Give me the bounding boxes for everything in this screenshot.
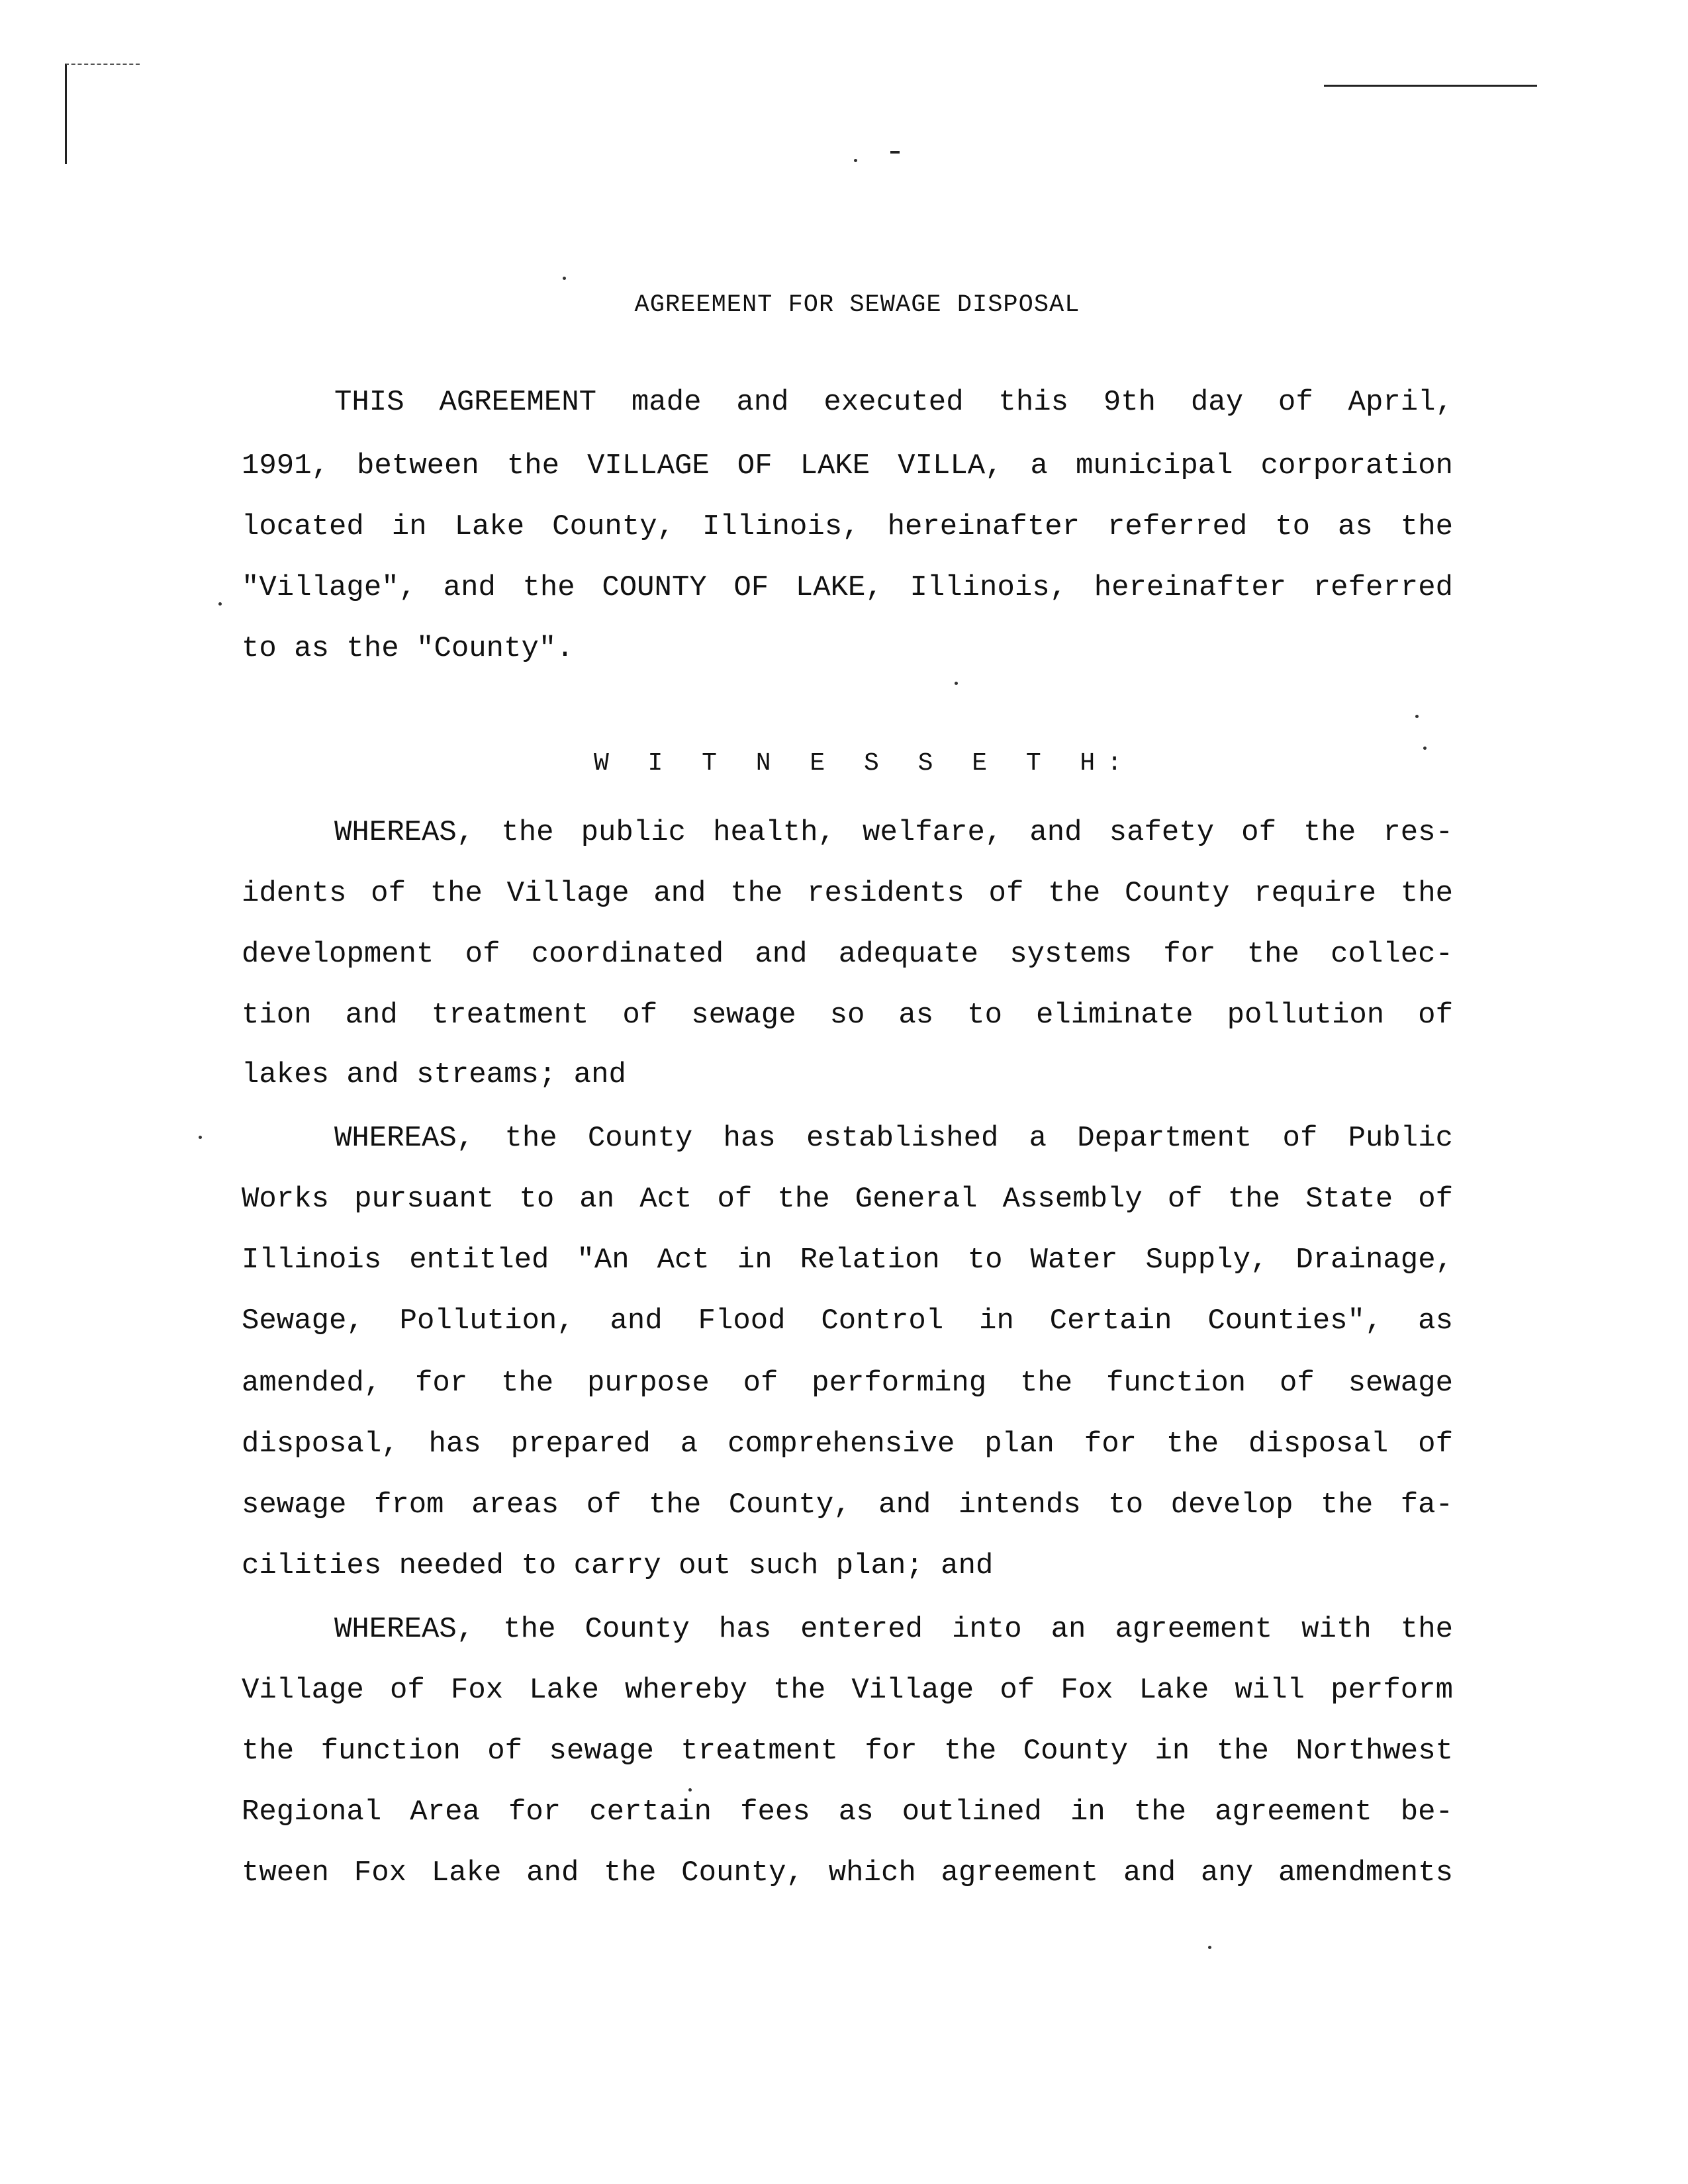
body-line: Works pursuant to an Act of the General Assembly of the State of <box>242 1183 1453 1216</box>
body-line: cilities needed to carry out such plan; and <box>242 1549 994 1582</box>
body-line: lakes and streams; and <box>242 1058 626 1091</box>
body-line: the function of sewage treatment for the County in the Northwest <box>242 1735 1453 1768</box>
body-line: WHEREAS, the County has established a Department of Public <box>334 1122 1453 1155</box>
scan-speck <box>890 151 900 154</box>
body-line: WHEREAS, the public health, welfare, and safety of the res- <box>334 816 1453 849</box>
body-line: Sewage, Pollution, and Flood Control in Certain Counties", as <box>242 1304 1453 1338</box>
scan-speck <box>199 1136 202 1139</box>
body-line: Illinois entitled "An Act in Relation to Water Supply, Drainage, <box>242 1244 1453 1277</box>
witnesseth-heading: W I T N E S S E T H: <box>593 749 1135 778</box>
scan-speck <box>1208 1946 1211 1949</box>
body-line: idents of the Village and the residents of the County require the <box>242 877 1453 910</box>
body-line: tween Fox Lake and the County, which agreement and any amendments <box>242 1856 1453 1889</box>
body-line: development of coordinated and adequate systems for the collec- <box>242 938 1453 971</box>
body-line: WHEREAS, the County has entered into an agreement with the <box>334 1613 1453 1646</box>
scan-top-rule <box>1324 85 1537 87</box>
body-line: THIS AGREEMENT made and executed this 9th day of April, <box>334 386 1453 419</box>
scan-speck <box>688 1788 692 1792</box>
body-line: 1991, between the VILLAGE OF LAKE VILLA, a municipal corporation <box>242 449 1453 482</box>
scan-speck <box>563 277 566 280</box>
document-title: AGREEMENT FOR SEWAGE DISPOSAL <box>634 291 1080 319</box>
scan-corner-mark <box>65 64 140 164</box>
scan-speck <box>854 159 857 162</box>
scan-speck <box>1415 715 1419 718</box>
body-line: "Village", and the COUNTY OF LAKE, Illinois, hereinafter referred <box>242 571 1453 604</box>
body-line: located in Lake County, Illinois, hereinafter referred to as the <box>242 510 1453 543</box>
body-line: sewage from areas of the County, and intends to develop the fa- <box>242 1488 1453 1522</box>
scan-speck <box>955 682 958 685</box>
body-line: amended, for the purpose of performing the function of sewage <box>242 1367 1453 1400</box>
body-line: disposal, has prepared a comprehensive plan for the disposal of <box>242 1428 1453 1461</box>
body-line: to as the "County". <box>242 632 574 665</box>
body-line: Village of Fox Lake whereby the Village of Fox Lake will perform <box>242 1674 1453 1707</box>
body-line: Regional Area for certain fees as outlined in the agreement be- <box>242 1796 1453 1829</box>
scan-speck <box>218 602 222 606</box>
body-line: tion and treatment of sewage so as to eliminate pollution of <box>242 999 1453 1032</box>
